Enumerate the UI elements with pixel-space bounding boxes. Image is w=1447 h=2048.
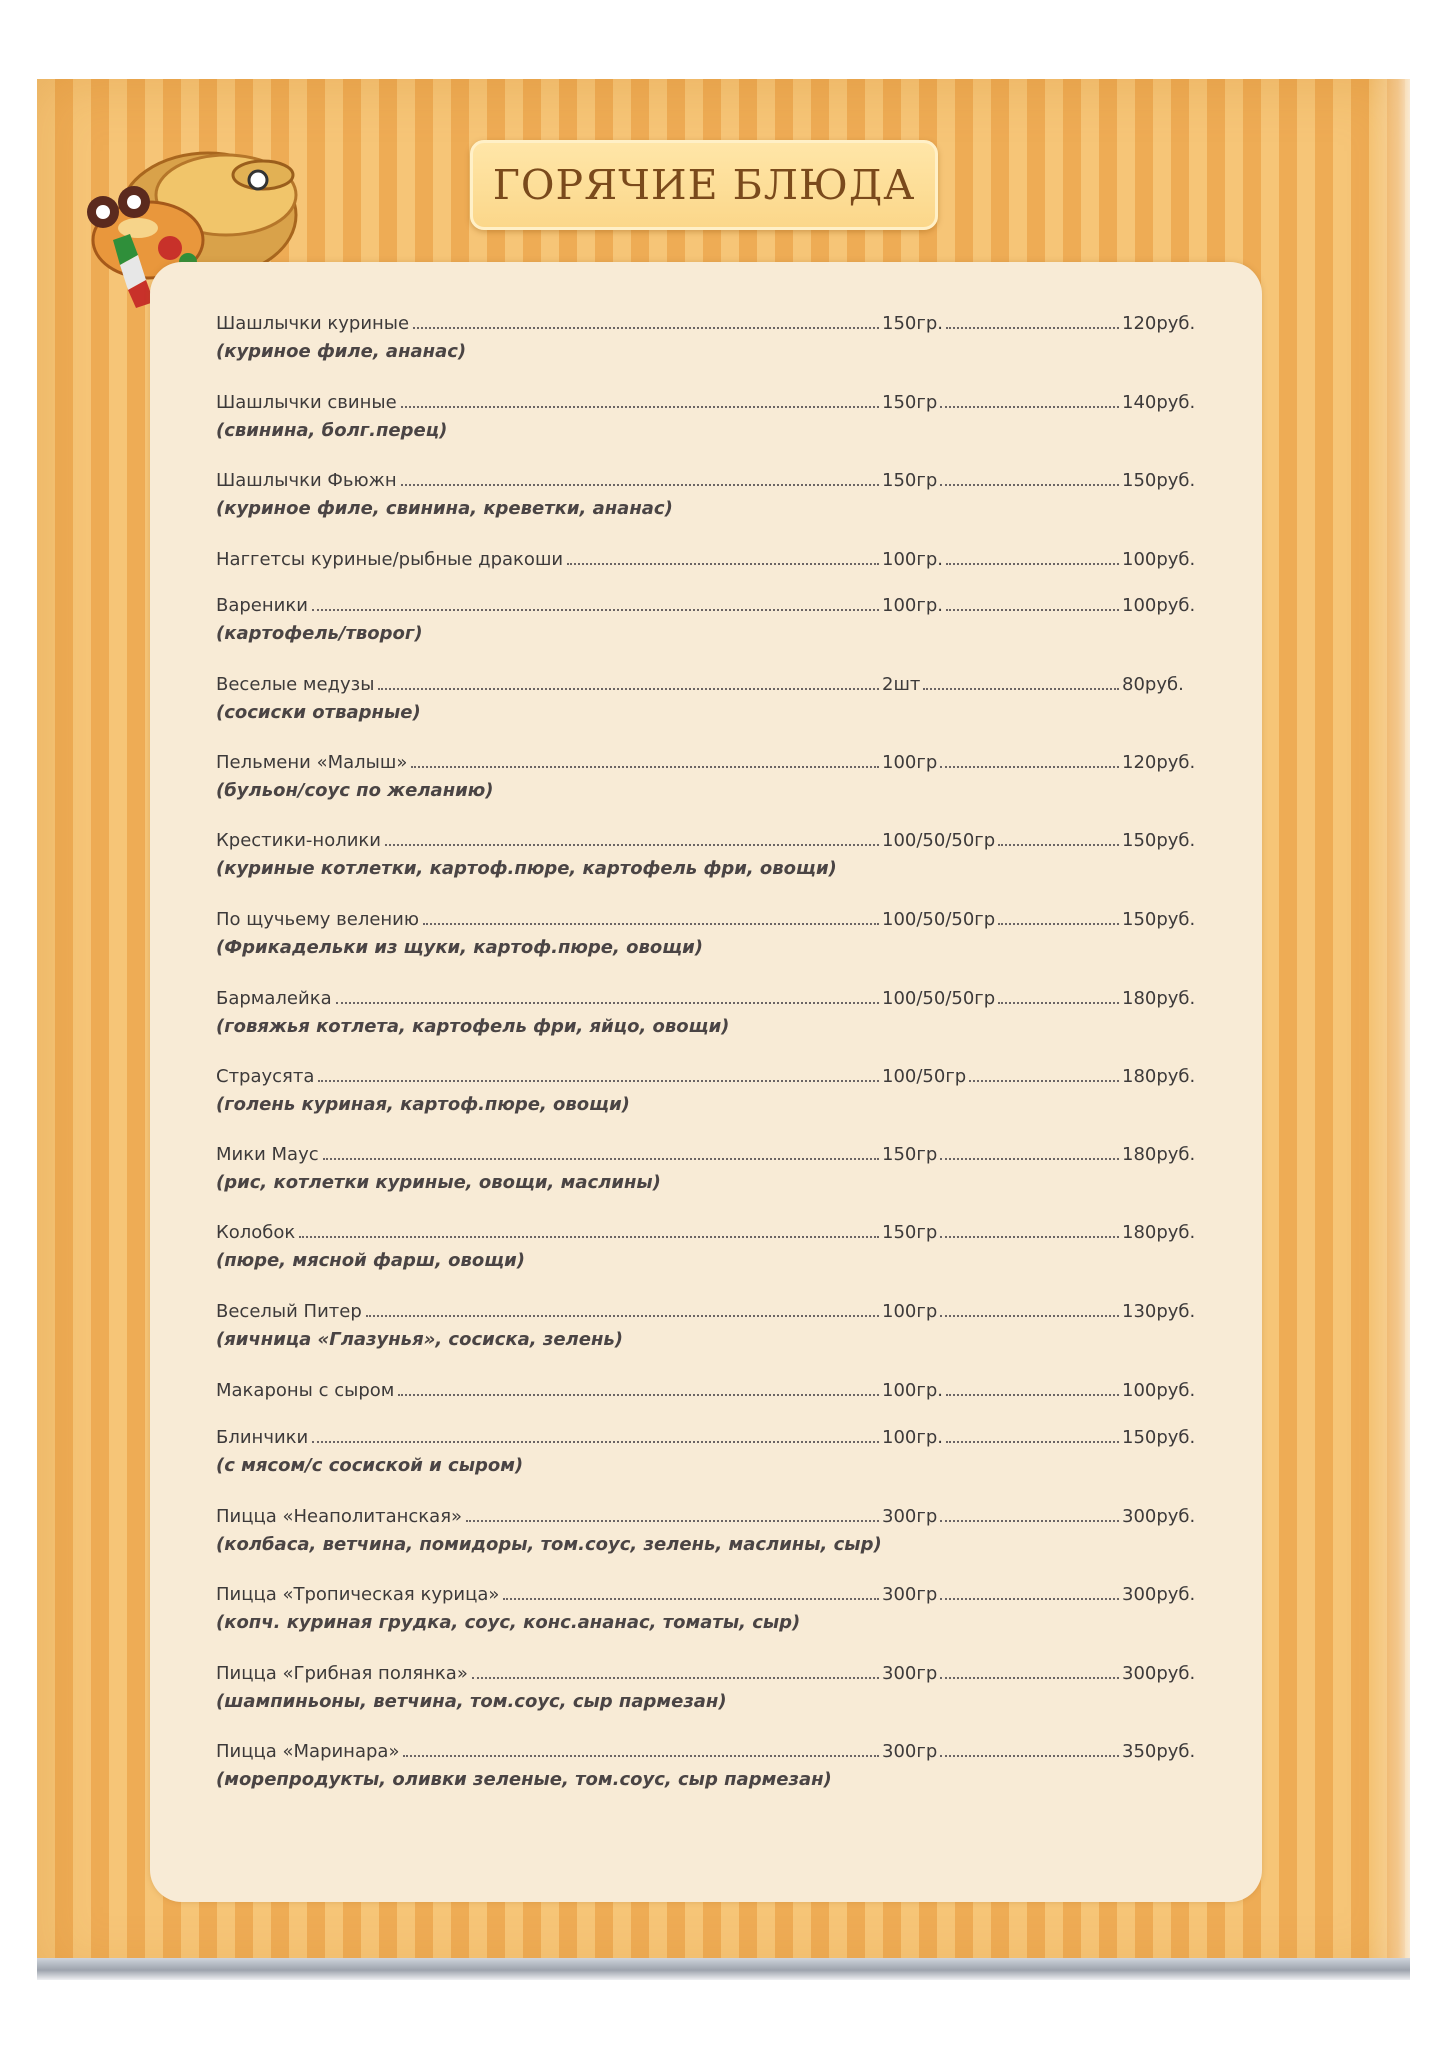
menu-item-price: 100руб. — [1122, 1380, 1196, 1401]
menu-item — [216, 1583, 1202, 1633]
menu-item-description: (морепродукты, оливки зеленые, том.соус, сыр пармезан) — [216, 1769, 832, 1790]
plastic-sleeve-edge — [1370, 79, 1410, 1979]
dot-leader — [423, 923, 879, 925]
menu-item-price: 150руб. — [1122, 1427, 1196, 1448]
menu-item-line — [216, 1379, 1202, 1403]
menu-item-weight: 300гр — [882, 1741, 938, 1762]
menu-item-line — [216, 1583, 1202, 1607]
menu-item — [216, 469, 1202, 519]
menu-item — [216, 1426, 1202, 1476]
dot-leader — [398, 1394, 879, 1396]
dot-leader — [318, 1080, 879, 1082]
menu-item-weight: 100гр — [882, 1301, 938, 1322]
menu-item-description: (колбаса, ветчина, помидоры, том.соус, зелень, маслины, сыр) — [216, 1534, 882, 1555]
menu-item-name: Страусята — [216, 1066, 315, 1087]
menu-item — [216, 1740, 1202, 1790]
dot-leader — [366, 1315, 879, 1317]
menu-item-description: (Фрикадельки из щуки, картоф.пюре, овощи) — [216, 937, 703, 958]
menu-item-weight: 100/50/50гр — [882, 909, 996, 930]
menu-item-weight: 100/50/50гр — [882, 988, 996, 1009]
menu-item-line — [216, 312, 1202, 336]
menu-item-line — [216, 673, 1202, 697]
menu-item-weight: 300гр — [882, 1584, 938, 1605]
menu-item — [216, 548, 1202, 572]
menu-item-line — [216, 1143, 1202, 1167]
menu-item-line — [216, 1505, 1202, 1529]
menu-item-name: Блинчики — [216, 1427, 309, 1448]
menu-item-weight: 150гр — [882, 392, 938, 413]
menu-item-line — [216, 1065, 1202, 1089]
dot-leader — [940, 1158, 1119, 1160]
menu-item-price: 120руб. — [1122, 313, 1196, 334]
dot-leader — [312, 1441, 879, 1443]
dot-leader — [312, 609, 879, 611]
dot-leader — [378, 688, 879, 690]
menu-item-description: (куриное филе, свинина, креветки, ананас) — [216, 498, 673, 519]
dot-leader — [940, 484, 1119, 486]
dot-leader — [411, 766, 879, 768]
dot-leader — [998, 1002, 1119, 1004]
dot-leader — [385, 844, 879, 846]
menu-item-price: 100руб. — [1122, 595, 1196, 616]
menu-item-weight: 150гр — [882, 1222, 938, 1243]
menu-item-name: Вареники — [216, 595, 308, 616]
menu-item-name: Пицца «Неаполитанская» — [216, 1506, 463, 1527]
menu-item — [216, 1505, 1202, 1555]
menu-item — [216, 987, 1202, 1037]
dot-leader — [946, 1441, 1119, 1443]
dot-leader — [503, 1598, 879, 1600]
menu-item-line — [216, 548, 1202, 572]
dot-leader — [403, 1755, 879, 1757]
dot-leader — [998, 923, 1119, 925]
menu-item-line — [216, 469, 1202, 493]
menu-item-line — [216, 1221, 1202, 1245]
dot-leader — [413, 327, 879, 329]
menu-item-line — [216, 987, 1202, 1011]
menu-item — [216, 1065, 1202, 1115]
dot-leader — [940, 1520, 1119, 1522]
menu-item-name: Макароны с сыром — [216, 1380, 395, 1401]
menu-item — [216, 1662, 1202, 1712]
menu-item — [216, 673, 1202, 723]
menu-item — [216, 1221, 1202, 1271]
menu-item-line — [216, 1426, 1202, 1450]
dot-leader — [969, 1080, 1119, 1082]
menu-item — [216, 594, 1202, 644]
menu-item-price: 180руб. — [1122, 1066, 1196, 1087]
menu-item-description: (рис, котлетки куриные, овощи, маслины) — [216, 1172, 661, 1193]
dot-leader — [466, 1520, 879, 1522]
menu-item-price: 300руб. — [1122, 1506, 1196, 1527]
menu-item-name: Шашлычки свиные — [216, 392, 397, 413]
menu-item-name: Наггетсы куриные/рыбные дракоши — [216, 549, 564, 570]
menu-item-price: 150руб. — [1122, 830, 1196, 851]
menu-item-price: 100руб. — [1122, 549, 1196, 570]
menu-item — [216, 1300, 1202, 1350]
menu-item — [216, 751, 1202, 801]
menu-item-name: Пицца «Грибная полянка» — [216, 1663, 468, 1684]
menu-item-weight: 100гр — [882, 752, 938, 773]
menu-item-name: Шашлычки куриные — [216, 313, 410, 334]
menu-item-weight: 100гр. — [882, 1380, 943, 1401]
dot-leader — [940, 406, 1119, 408]
dot-leader — [998, 844, 1119, 846]
menu-item-description: (сосиски отварные) — [216, 702, 421, 723]
menu-section-title-box — [470, 140, 938, 230]
menu-item-weight: 100гр. — [882, 595, 943, 616]
menu-item-description: (копч. куриная грудка, соус, конс.ананас, томаты, сыр) — [216, 1612, 801, 1633]
menu-item-name: Колобок — [216, 1222, 296, 1243]
menu-item-price: 80руб. — [1122, 674, 1184, 695]
board-bottom-edge — [37, 1958, 1410, 1980]
dot-leader — [946, 563, 1119, 565]
menu-item-price: 300руб. — [1122, 1584, 1196, 1605]
menu-item-description: (голень куриная, картоф.пюре, овощи) — [216, 1094, 630, 1115]
dot-leader — [940, 1677, 1119, 1679]
menu-item — [216, 829, 1202, 879]
menu-item-name: Шашлычки Фьюжн — [216, 470, 397, 491]
menu-item-line — [216, 829, 1202, 853]
dot-leader — [940, 766, 1119, 768]
menu-item — [216, 391, 1202, 441]
menu-item-description: (яичница «Глазунья», сосиска, зелень) — [216, 1329, 623, 1350]
menu-item-description: (куриные котлетки, картоф.пюре, картофель фри, овощи) — [216, 858, 837, 879]
menu-item-line — [216, 751, 1202, 775]
menu-item-weight: 300гр — [882, 1663, 938, 1684]
dot-leader — [940, 1755, 1119, 1757]
menu-item-weight: 150гр — [882, 1144, 938, 1165]
menu-item-weight: 2шт — [882, 674, 921, 695]
menu-item-weight: 300гр — [882, 1506, 938, 1527]
dot-leader — [946, 1394, 1119, 1396]
menu-item-description: (шампиньоны, ветчина, том.соус, сыр пармезан) — [216, 1691, 727, 1712]
menu-item-description: (говяжья котлета, картофель фри, яйцо, овощи) — [216, 1016, 730, 1037]
menu-item — [216, 312, 1202, 362]
menu-item-line — [216, 391, 1202, 415]
dot-leader — [946, 327, 1119, 329]
menu-item-line — [216, 1740, 1202, 1764]
menu-item-line — [216, 1300, 1202, 1324]
menu-item-description: (куриное филе, ананас) — [216, 341, 467, 362]
menu-item — [216, 1379, 1202, 1403]
menu-item-price: 180руб. — [1122, 988, 1196, 1009]
menu-item-price: 150руб. — [1122, 909, 1196, 930]
menu-item-name: Веселый Питер — [216, 1301, 362, 1322]
menu-item-price: 120руб. — [1122, 752, 1196, 773]
menu-item-description: (картофель/творог) — [216, 623, 423, 644]
menu-item-name: По щучьему велению — [216, 909, 420, 930]
menu-item-price: 150руб. — [1122, 470, 1196, 491]
menu-item-description: (бульон/соус по желанию) — [216, 780, 494, 801]
menu-item-name: Мики Маус — [216, 1144, 319, 1165]
dot-leader — [946, 609, 1119, 611]
menu-item-price: 180руб. — [1122, 1222, 1196, 1243]
dot-leader — [940, 1315, 1119, 1317]
menu-item-description: (свинина, болг.перец) — [216, 420, 448, 441]
menu-item-price: 180руб. — [1122, 1144, 1196, 1165]
dot-leader — [567, 563, 879, 565]
dot-leader — [940, 1598, 1119, 1600]
dot-leader — [472, 1677, 879, 1679]
dot-leader — [336, 1002, 879, 1004]
menu-item-name: Пицца «Маринара» — [216, 1741, 400, 1762]
menu-item-weight: 100/50гр — [882, 1066, 967, 1087]
menu-item-weight: 150гр. — [882, 313, 943, 334]
menu-item-description: (с мясом/с сосиской и сыром) — [216, 1455, 524, 1476]
dot-leader — [940, 1236, 1119, 1238]
menu-item-name: Крестики-нолики — [216, 830, 381, 851]
menu-item-price: 350руб. — [1122, 1741, 1196, 1762]
menu-item-name: Пельмени «Малыш» — [216, 752, 408, 773]
menu-item-weight: 100гр. — [882, 1427, 943, 1448]
menu-item-line — [216, 1662, 1202, 1686]
menu-item-weight: 100гр. — [882, 549, 943, 570]
menu-item-weight: 100/50/50гр — [882, 830, 996, 851]
dot-leader — [923, 688, 1119, 690]
dot-leader — [323, 1158, 879, 1160]
menu-item-line — [216, 594, 1202, 618]
menu-item-price: 140руб. — [1122, 392, 1196, 413]
dot-leader — [299, 1236, 879, 1238]
menu-item-price: 300руб. — [1122, 1663, 1196, 1684]
menu-item — [216, 1143, 1202, 1193]
menu-item-name: Пицца «Тропическая курица» — [216, 1584, 500, 1605]
menu-item-price: 130руб. — [1122, 1301, 1196, 1322]
menu-item-name: Веселые медузы — [216, 674, 375, 695]
menu-section-title: ГОРЯЧИЕ БЛЮДА — [492, 161, 916, 209]
menu-item-weight: 150гр — [882, 470, 938, 491]
menu-item — [216, 908, 1202, 958]
menu-item-name: Бармалейка — [216, 988, 332, 1009]
menu-item-description: (пюре, мясной фарш, овощи) — [216, 1250, 525, 1271]
dot-leader — [401, 406, 879, 408]
menu-item-line — [216, 908, 1202, 932]
dot-leader — [401, 484, 879, 486]
